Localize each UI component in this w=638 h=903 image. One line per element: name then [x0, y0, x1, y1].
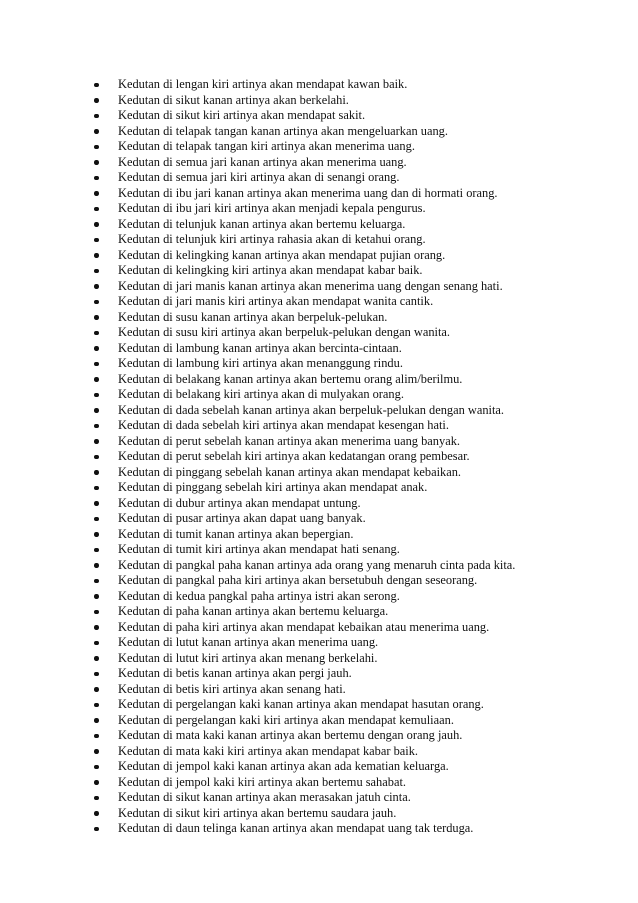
list-item: [94, 449, 594, 465]
list-item-text: Kedutan di dubur artinya akan mendapat untung.: [118, 495, 361, 510]
list-item: [94, 263, 594, 279]
bullet-icon: [94, 827, 99, 832]
list-item-text: Kedutan di lutut kanan artinya akan menerima uang.: [118, 635, 379, 649]
bullet-icon: [94, 625, 99, 630]
list-item-text: Kedutan di sikut kanan artinya akan berkelahi.: [118, 92, 349, 107]
list-item: [94, 403, 594, 419]
list-item: [94, 620, 594, 636]
bullet-icon: [94, 579, 99, 584]
bullet-icon: [94, 703, 99, 708]
list-item-text: Kedutan di semua jari kanan artinya akan menerima uang.: [118, 154, 407, 169]
bullet-icon: [94, 83, 99, 88]
bullet-icon: [94, 780, 99, 785]
list-item: [94, 511, 594, 527]
bullet-icon: [94, 145, 99, 150]
bullet-icon: [94, 501, 99, 506]
bullet-icon: [94, 393, 99, 398]
bullet-icon: [94, 346, 99, 351]
list-item: [94, 310, 594, 326]
list-item: [94, 418, 594, 434]
list-item-text: Kedutan di pergelangan kaki kanan artinya akan mendapat hasutan orang.: [118, 697, 484, 711]
list-item-text: Kedutan di telunjuk kiri artinya rahasia akan di ketahui orang.: [118, 232, 426, 246]
list-item: [94, 775, 594, 791]
list-item-text: Kedutan di jari manis kiri artinya akan mendapat wanita cantik.: [118, 294, 434, 308]
list-item: [94, 325, 594, 341]
list-item: [94, 387, 594, 403]
list-item-text: Kedutan di telunjuk kanan artinya akan bertemu keluarga.: [118, 216, 406, 231]
list-item: [94, 480, 594, 496]
bullet-icon: [94, 253, 99, 258]
bullet-icon: [94, 98, 99, 103]
list-item: [94, 434, 594, 450]
list-item-text: Kedutan di pinggang sebelah kiri artinya akan mendapat anak.: [118, 480, 428, 494]
list-item: [94, 155, 594, 171]
list-item-text: Kedutan di semua jari kiri artinya akan di senangi orang.: [118, 170, 400, 184]
list-item-text: Kedutan di pergelangan kaki kiri artinya akan mendapat kemuliaan.: [118, 712, 454, 727]
bullet-icon: [94, 486, 99, 491]
bullet-icon: [94, 455, 99, 460]
bullet-icon: [94, 672, 99, 677]
list-item-text: Kedutan di lutut kiri artinya akan menang berkelahi.: [118, 650, 378, 665]
list-item-text: Kedutan di jempol kaki kiri artinya akan bertemu sahabat.: [118, 774, 406, 789]
list-item: [94, 635, 594, 651]
bullet-icon: [94, 563, 99, 568]
list-item: [94, 806, 594, 822]
bullet-icon: [94, 687, 99, 692]
list-item: [94, 728, 594, 744]
bullet-icon: [94, 439, 99, 444]
bullet-icon: [94, 160, 99, 165]
list-item-text: Kedutan di perut sebelah kanan artinya akan menerima uang banyak.: [118, 433, 460, 448]
bullet-icon: [94, 191, 99, 196]
list-item: [94, 573, 594, 589]
list-item: [94, 232, 594, 248]
list-item-text: Kedutan di telapak tangan kiri artinya akan menerima uang.: [118, 139, 415, 153]
bullet-icon: [94, 362, 99, 367]
list-item-text: Kedutan di telapak tangan kanan artinya akan mengeluarkan uang.: [118, 123, 448, 138]
list-item-text: Kedutan di perut sebelah kiri artinya akan kedatangan orang pembesar.: [118, 449, 470, 463]
bullet-icon: [94, 734, 99, 739]
list-item: [94, 604, 594, 620]
list-item: [94, 465, 594, 481]
bullet-icon: [94, 718, 99, 723]
bullet-icon: [94, 114, 99, 119]
list-item: [94, 651, 594, 667]
bullet-icon: [94, 796, 99, 801]
bullet-icon: [94, 594, 99, 599]
list-item: [94, 697, 594, 713]
list-item: [94, 124, 594, 140]
list-item: [94, 759, 594, 775]
bullet-icon: [94, 517, 99, 522]
list-item: [94, 170, 594, 186]
bullet-icon: [94, 207, 99, 212]
list-item: [94, 279, 594, 295]
list-item-text: Kedutan di sikut kanan artinya akan merasakan jatuh cinta.: [118, 790, 411, 804]
list-item: [94, 744, 594, 760]
bullet-icon: [94, 765, 99, 770]
list-item-text: Kedutan di pangkal paha kiri artinya akan bersetubuh dengan seseorang.: [118, 573, 478, 587]
bullet-icon: [94, 749, 99, 754]
list-item: [94, 201, 594, 217]
list-item: [94, 666, 594, 682]
list-item-text: Kedutan di kelingking kanan artinya akan mendapat pujian orang.: [118, 247, 446, 262]
list-item: [94, 589, 594, 605]
list-item: [94, 682, 594, 698]
list-item: [94, 77, 594, 93]
list-item-text: Kedutan di kelingking kiri artinya akan mendapat kabar baik.: [118, 263, 423, 277]
list-item-text: Kedutan di kedua pangkal paha artinya istri akan serong.: [118, 588, 400, 603]
list-item: [94, 108, 594, 124]
list-item: [94, 542, 594, 558]
bullet-icon: [94, 269, 99, 274]
list-item-text: Kedutan di jempol kaki kanan artinya akan ada kematian keluarga.: [118, 759, 449, 773]
list-item-text: Kedutan di ibu jari kanan artinya akan menerima uang dan di hormati orang.: [118, 185, 498, 200]
bullet-icon: [94, 377, 99, 382]
list-item: [94, 248, 594, 264]
bullet-icon: [94, 424, 99, 429]
list-item-text: Kedutan di dada sebelah kiri artinya akan mendapat kesengan hati.: [118, 418, 449, 432]
bullet-icon: [94, 532, 99, 537]
bullet-icon: [94, 222, 99, 227]
list-item-text: Kedutan di tumit kiri artinya akan mendapat hati senang.: [118, 542, 400, 556]
bullet-icon: [94, 238, 99, 243]
bullet-icon: [94, 300, 99, 305]
list-item-text: Kedutan di lambung kanan artinya akan bercinta-cintaan.: [118, 340, 402, 355]
list-item: [94, 217, 594, 233]
list-item-text: Kedutan di sikut kiri artinya akan bertemu saudara jauh.: [118, 805, 397, 820]
list-item-text: Kedutan di belakang kanan artinya akan bertemu orang alim/berilmu.: [118, 371, 463, 386]
list-item-text: Kedutan di jari manis kanan artinya akan menerima uang dengan senang hati.: [118, 278, 503, 293]
list-item-text: Kedutan di susu kanan artinya akan berpeluk-pelukan.: [118, 309, 388, 324]
bullet-list: [94, 77, 594, 837]
bullet-icon: [94, 129, 99, 134]
bullet-icon: [94, 641, 99, 646]
bullet-icon: [94, 331, 99, 336]
list-item-text: Kedutan di susu kiri artinya akan berpeluk-pelukan dengan wanita.: [118, 325, 451, 339]
list-item-text: Kedutan di lengan kiri artinya akan mendapat kawan baik.: [118, 77, 408, 91]
bullet-icon: [94, 610, 99, 615]
bullet-icon: [94, 811, 99, 816]
list-item-text: Kedutan di dada sebelah kanan artinya akan berpeluk-pelukan dengan wanita.: [118, 402, 505, 417]
list-item-text: Kedutan di tumit kanan artinya akan bepergian.: [118, 526, 354, 541]
bullet-icon: [94, 548, 99, 553]
list-item: [94, 372, 594, 388]
list-item: [94, 356, 594, 372]
list-item-text: Kedutan di sikut kiri artinya akan mendapat sakit.: [118, 108, 366, 122]
list-item-text: Kedutan di pusar artinya akan dapat uang banyak.: [118, 511, 366, 525]
bullet-icon: [94, 656, 99, 661]
list-item: [94, 527, 594, 543]
bullet-icon: [94, 315, 99, 320]
list-item-text: Kedutan di betis kiri artinya akan senang hati.: [118, 681, 346, 696]
bullet-icon: [94, 408, 99, 413]
list-item-text: Kedutan di daun telinga kanan artinya akan mendapat uang tak terduga.: [118, 821, 474, 835]
list-item: [94, 341, 594, 357]
list-item: [94, 558, 594, 574]
list-item-text: Kedutan di paha kiri artinya akan mendapat kebaikan atau menerima uang.: [118, 619, 490, 634]
bullet-icon: [94, 470, 99, 475]
bullet-icon: [94, 176, 99, 181]
list-item-text: Kedutan di mata kaki kanan artinya akan bertemu dengan orang jauh.: [118, 728, 463, 742]
list-item: [94, 93, 594, 109]
list-item-text: Kedutan di paha kanan artinya akan bertemu keluarga.: [118, 604, 389, 618]
list-item-text: Kedutan di betis kanan artinya akan pergi jauh.: [118, 666, 352, 680]
list-item-text: Kedutan di lambung kiri artinya akan menanggung rindu.: [118, 356, 403, 370]
list-item-text: Kedutan di pangkal paha kanan artinya ada orang yang menaruh cinta pada kita.: [118, 557, 516, 572]
list-item-text: Kedutan di mata kaki kiri artinya akan mendapat kabar baik.: [118, 743, 419, 758]
list-item: [94, 821, 594, 837]
list-item-text: Kedutan di ibu jari kiri artinya akan menjadi kepala pengurus.: [118, 201, 426, 215]
list-item-text: Kedutan di belakang kiri artinya akan di mulyakan orang.: [118, 387, 404, 401]
list-item: [94, 186, 594, 202]
list-item: [94, 139, 594, 155]
list-item: [94, 496, 594, 512]
list-item: [94, 790, 594, 806]
list-item: [94, 294, 594, 310]
bullet-icon: [94, 284, 99, 289]
list-item: [94, 713, 594, 729]
list-item-text: Kedutan di pinggang sebelah kanan artinya akan mendapat kebaikan.: [118, 464, 462, 479]
